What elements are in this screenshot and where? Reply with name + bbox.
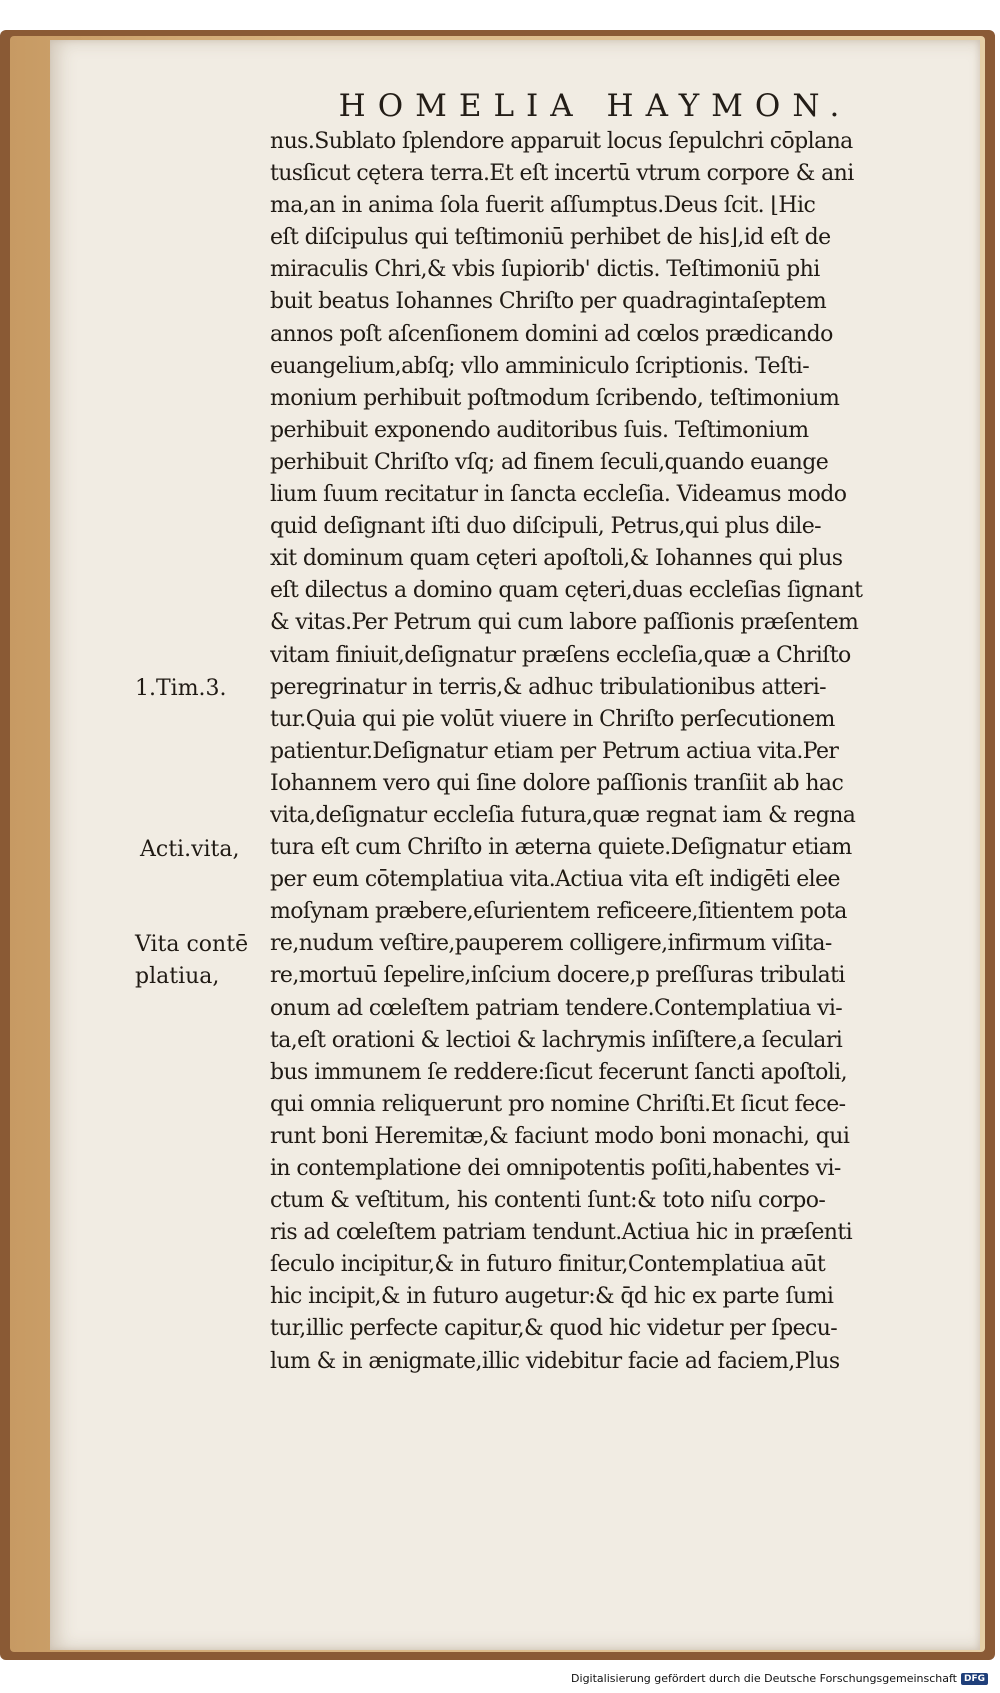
text-line: vita,deſignatur eccleſia futura,quæ regnat iam & regna: [270, 802, 856, 828]
text-line: perhibuit exponendo auditoribus ſuis. Teſtimonium: [270, 417, 809, 443]
text-line: ſeculo incipitur,& in futuro finitur,Contemplatiua aūt: [270, 1252, 826, 1278]
text-line: per eum cōtemplatiua vita.Actiua vita eſt indigēti elee: [270, 867, 840, 893]
text-line: eſt diſcipulus qui teſtimoniū perhibet de his⌋,id eſt de: [270, 225, 831, 251]
text-line: tura eſt cum Chriſto in æterna quiete.Deſignatur etiam: [270, 835, 852, 861]
text-line: patientur.Deſignatur etiam per Petrum actiua vita.Per: [270, 738, 839, 764]
text-line: buit beatus Iohannes Chriſto per quadragintaſeptem: [270, 289, 827, 315]
text-line: hic incipit,& in futuro augetur:& q̄d hic ex parte ſumi: [270, 1284, 834, 1310]
text-line: ma,an in anima ſola fuerit aſſumptus.Deus ſcit. ⌊Hic: [270, 193, 816, 219]
text-line: tur.Quia qui pie volūt viuere in Chriſto perſecutionem: [270, 706, 835, 732]
dfg-logo: DFG: [961, 1673, 988, 1685]
margin-note-vita-contemplatiua-2: platiua,: [135, 964, 220, 989]
footer-credit: Digitalisierung gefördert durch die Deutsche Forschungsgemeinschaft: [571, 1672, 957, 1685]
text-line: miraculis Chri,& vbis ſupiorib' dictis. Teſtimoniū phi: [270, 257, 820, 283]
text-line: eſt dilectus a domino quam cęteri,duas eccleſias ſignant: [270, 578, 863, 604]
text-line: qui omnia reliquerunt pro nomine Chriſti.Et ſicut fece-: [270, 1091, 846, 1117]
text-line: bus immunem ſe reddere:ſicut fecerunt ſancti apoſtoli,: [270, 1059, 847, 1085]
text-line: nus.Sublato ſplendore apparuit locus ſepulchri cōplana: [270, 129, 853, 154]
margin-note-vita-contemplatiua-1: Vita contē: [135, 932, 249, 957]
main-text-block: [270, 126, 970, 1378]
text-line: perhibuit Chriſto vſq; ad finem ſeculi,quando euange: [270, 449, 829, 475]
text-line: Iohannem vero qui ſine dolore paſſionis tranſiit ab hac: [270, 770, 844, 796]
text-line: monium perhibuit poſtmodum ſcribendo, teſtimonium: [270, 385, 840, 411]
text-line: xit dominum quam cęteri apoſtoli,& Iohannes qui plus: [270, 546, 843, 572]
text-line: vitam finiuit,deſignatur præſens eccleſia,quæ a Chriſto: [270, 642, 851, 668]
text-line: tur,illic perfecte capitur,& quod hic videtur per ſpecu-: [270, 1316, 838, 1342]
running-title: HOMELIA HAYMON.: [338, 88, 852, 124]
text-line: in contemplatione dei omnipotentis poſiti,habentes vi-: [270, 1156, 841, 1181]
text-line: runt boni Heremitæ,& faciunt modo boni monachi, qui: [270, 1123, 850, 1149]
text-line: onum ad cœleſtem patriam tendere.Contemplatiua vi-: [270, 995, 843, 1021]
text-line: ctum & veſtitum, his contenti ſunt:& toto niſu corpo-: [270, 1188, 826, 1214]
text-line: lum & in ænigmate,illic videbitur facie ad faciem,Plus: [270, 1348, 840, 1374]
text-line: quid deſignant iſti duo diſcipuli, Petrus,qui plus dile-: [270, 514, 821, 540]
text-line: ta,eſt orationi & lectioi & lachrymis inſiſtere,a ſeculari: [270, 1027, 843, 1053]
text-line: moſynam præbere,eſurientem reficeere,ſitientem pota: [270, 899, 847, 925]
text-line: tusſicut cętera terra.Et eſt incertū vtrum corpore & ani: [270, 161, 854, 187]
text-line: ris ad cœleſtem patriam tendunt.Actiua hic in præſenti: [270, 1220, 853, 1246]
text-line: & vitas.Per Petrum qui cum labore paſſionis præſentem: [270, 610, 859, 636]
book-page: [50, 40, 980, 1650]
text-line: re,nudum veſtire,pauperem colligere,infirmum viſita-: [270, 931, 832, 957]
text-line: peregrinatur in terris,& adhuc tribulationibus atteri-: [270, 674, 826, 700]
text-line: euangelium,abſq; vllo amminiculo ſcriptionis. Teſti-: [270, 353, 810, 379]
text-line: re,mortuū ſepelire,inſcium docere,p preſſuras tribulati: [270, 963, 845, 989]
margin-note-actiua-vita: Acti.vita,: [140, 837, 240, 862]
text-line: lium ſuum recitatur in ſancta eccleſia. Videamus modo: [270, 482, 847, 508]
margin-note-timothy: 1.Tim.3.: [135, 676, 227, 701]
text-line: annos poſt aſcenſionem domini ad cœlos prædicando: [270, 321, 833, 347]
digitization-footer: [571, 1672, 988, 1685]
